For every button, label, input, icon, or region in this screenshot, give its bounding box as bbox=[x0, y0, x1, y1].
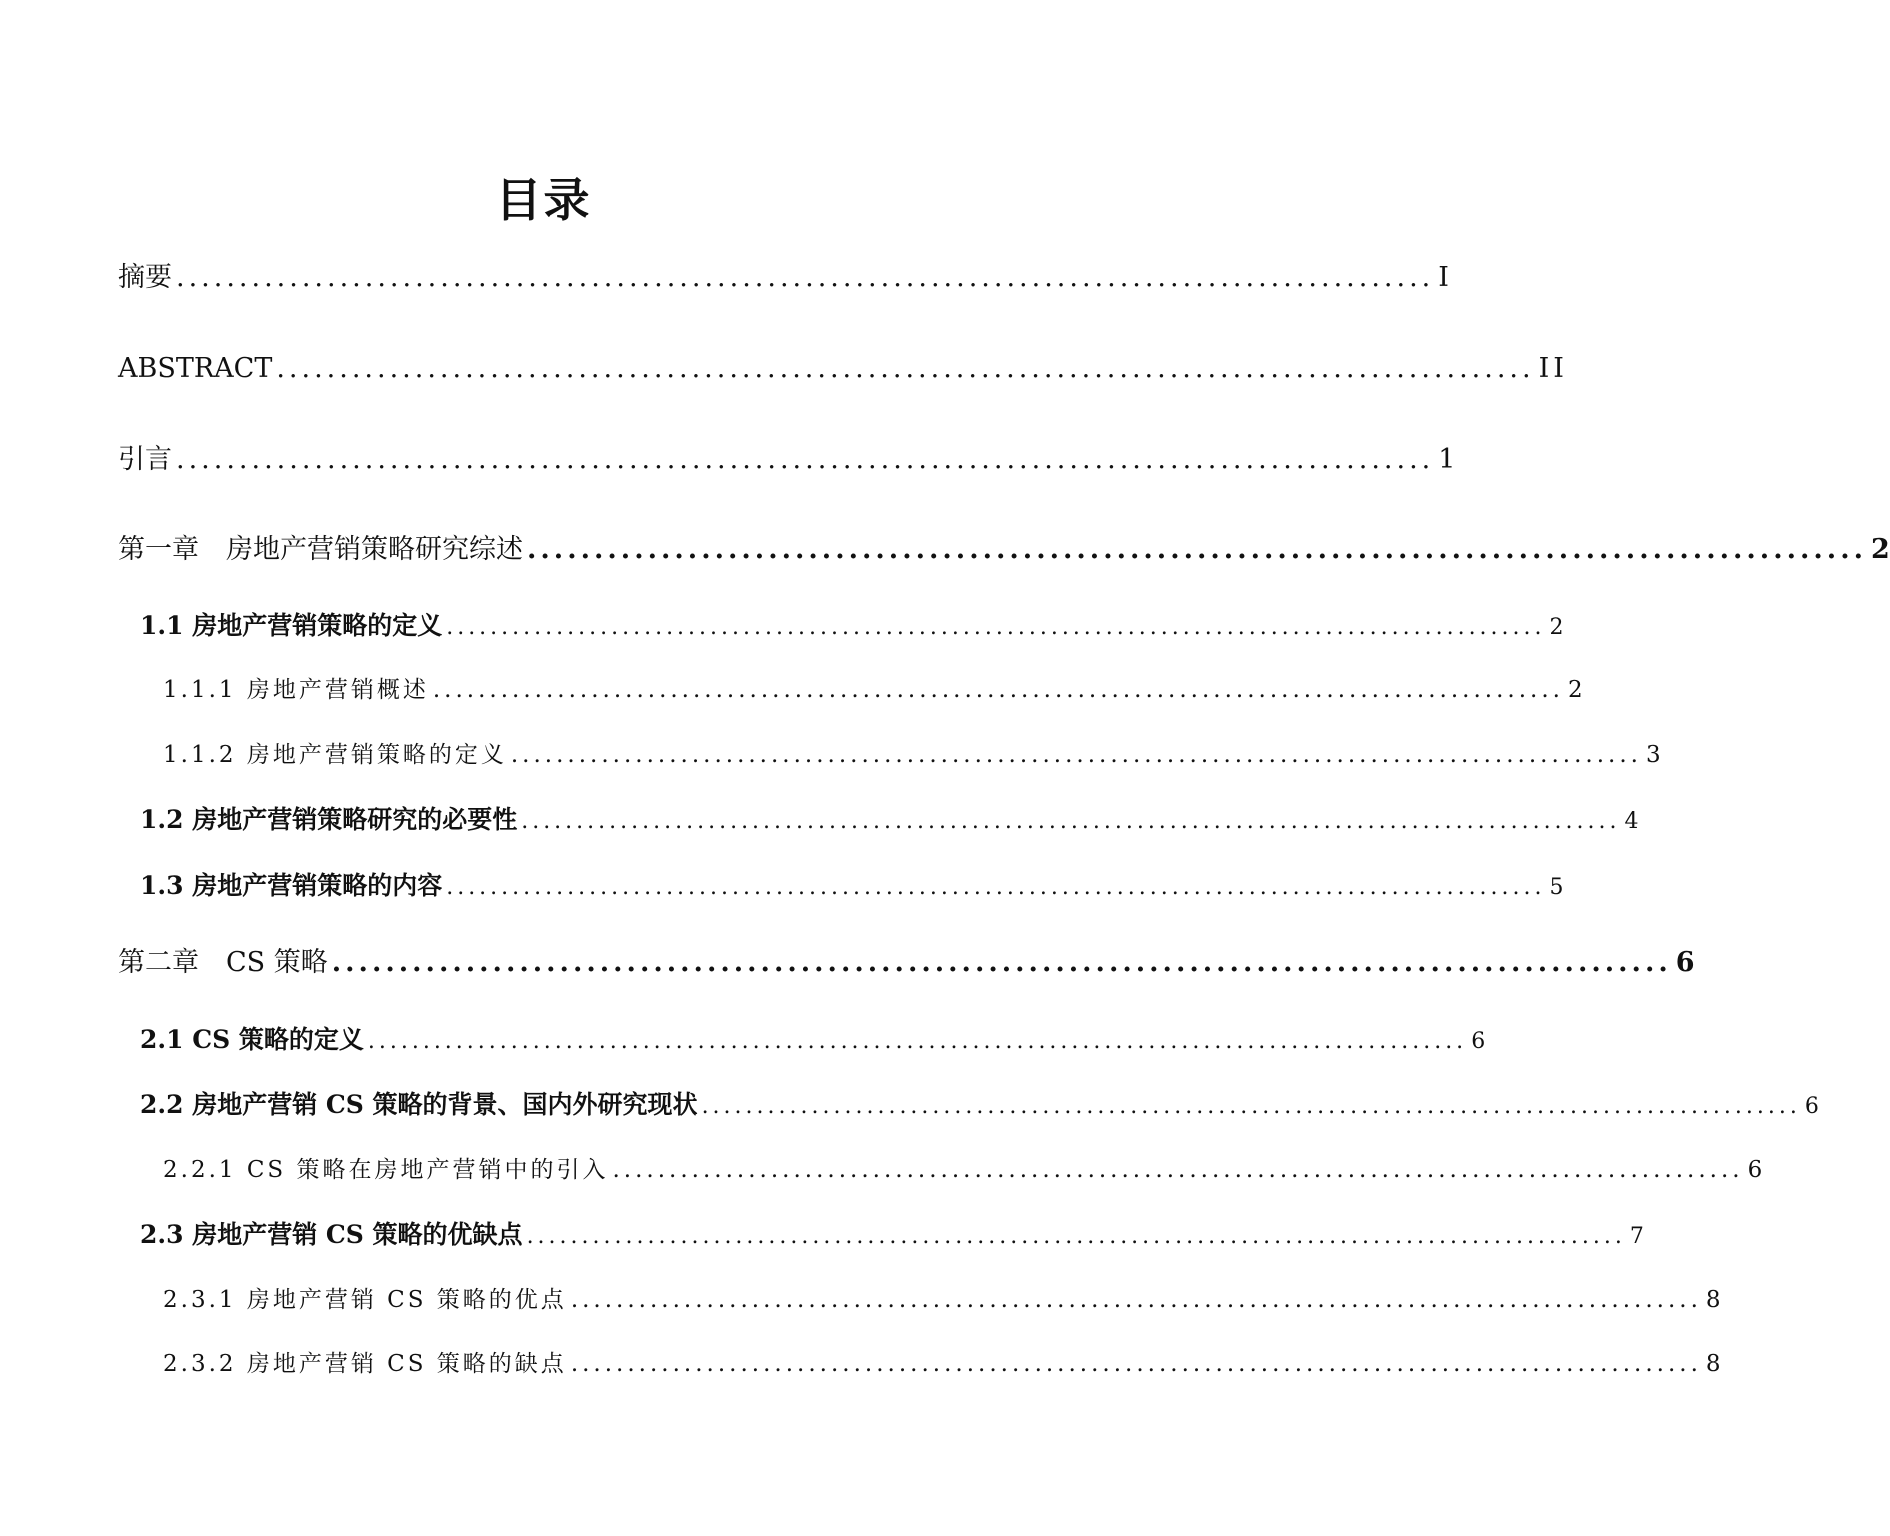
toc-entry-label: 1.2 房地产营销策略研究的必要性 bbox=[140, 805, 518, 834]
toc-entry-label: 1.1.1 房地产营销概述 bbox=[163, 677, 429, 703]
toc-page-number: 8 bbox=[1705, 1351, 1721, 1377]
toc-entry-section-2-3[interactable] bbox=[140, 1215, 1644, 1257]
toc-page-number: 2 bbox=[1549, 615, 1564, 640]
toc-entry-subsection-2-3-1[interactable] bbox=[163, 1280, 1721, 1320]
toc-page-number: 2 bbox=[1567, 677, 1583, 703]
toc-page-number: 6 bbox=[1747, 1157, 1763, 1183]
toc-entry-abstract-en[interactable] bbox=[118, 349, 1568, 389]
toc-dot-leader: .................................................................................................... bbox=[446, 615, 1546, 640]
toc-entry-chapter-1[interactable] bbox=[118, 530, 1890, 570]
toc-dot-leader: .................................................................................................... bbox=[510, 742, 1642, 768]
toc-entry-section-1-3[interactable] bbox=[140, 866, 1564, 908]
page-title: 目录 bbox=[495, 173, 592, 227]
toc-dot-leader: .................................................................................................... bbox=[526, 1224, 1626, 1249]
toc-page-number: 3 bbox=[1645, 742, 1661, 768]
toc-entry-section-2-1[interactable] bbox=[140, 1020, 1486, 1062]
toc-page-number: 5 bbox=[1549, 875, 1564, 900]
toc-entry-label: 引言 bbox=[118, 444, 172, 475]
toc-page-number: 8 bbox=[1705, 1287, 1721, 1313]
toc-entry-subsection-1-1-1[interactable] bbox=[163, 670, 1583, 710]
toc-dot-leader: .................................................................................................... bbox=[570, 1287, 1702, 1313]
toc-entry-label: 1.3 房地产营销策略的内容 bbox=[140, 871, 443, 900]
toc-entry-label: 2.3 房地产营销 CS 策略的优缺点 bbox=[140, 1220, 523, 1249]
toc-entry-subsection-2-3-2[interactable] bbox=[163, 1344, 1721, 1384]
toc-dot-leader: .................................................................................................... bbox=[432, 677, 1564, 703]
toc-entry-label: 2.2 房地产营销 CS 策略的背景、国内外研究现状 bbox=[140, 1090, 698, 1119]
toc-dot-leader: .................................................................................................... bbox=[570, 1351, 1702, 1377]
toc-dot-leader: .................................................................................................... bbox=[521, 809, 1621, 834]
toc-dot-leader: .................................................................................................... bbox=[446, 875, 1546, 900]
toc-page-number: 6 bbox=[1675, 947, 1695, 978]
toc-entry-label: 1.1 房地产营销策略的定义 bbox=[140, 611, 443, 640]
toc-page-number: 6 bbox=[1804, 1094, 1819, 1119]
toc-entry-label: 2.3.2 房地产营销 CS 策略的缺点 bbox=[163, 1351, 567, 1377]
toc-page-number: I bbox=[1438, 262, 1449, 293]
toc-entry-subsection-2-2-1[interactable] bbox=[163, 1150, 1763, 1190]
toc-entry-introduction[interactable] bbox=[118, 440, 1456, 480]
toc-entry-label: 第一章 房地产营销策略研究综述 bbox=[118, 534, 523, 565]
toc-entry-abstract-cn[interactable] bbox=[118, 258, 1449, 298]
toc-entry-label: 第二章 CS 策略 bbox=[118, 947, 328, 978]
toc-entry-label: 2.1 CS 策略的定义 bbox=[140, 1025, 364, 1054]
toc-dot-leader: .................................................................................................... bbox=[527, 534, 1867, 565]
toc-dot-leader: .................................................................................................... bbox=[331, 947, 1672, 978]
toc-entry-subsection-1-1-2[interactable] bbox=[163, 735, 1661, 775]
toc-entry-section-1-1[interactable] bbox=[140, 606, 1564, 648]
toc-page-number: 4 bbox=[1624, 809, 1639, 834]
toc-dot-leader: .................................................................................................... bbox=[276, 353, 1535, 384]
toc-entry-label: 摘要 bbox=[118, 262, 172, 293]
toc-page-number: II bbox=[1538, 353, 1568, 384]
toc-dot-leader: .................................................................................................... bbox=[176, 444, 1435, 475]
toc-page-number: 6 bbox=[1471, 1029, 1486, 1054]
toc-entry-section-2-2[interactable] bbox=[140, 1085, 1819, 1127]
toc-dot-leader: .................................................................................................... bbox=[612, 1157, 1744, 1183]
toc-page-number: 7 bbox=[1629, 1224, 1644, 1249]
toc-entry-section-1-2[interactable] bbox=[140, 800, 1639, 842]
toc-page-number: 2 bbox=[1871, 534, 1890, 565]
toc-entry-label: 1.1.2 房地产营销策略的定义 bbox=[163, 742, 507, 768]
toc-dot-leader: .................................................................................................... bbox=[701, 1094, 1801, 1119]
toc-entry-label: 2.2.1 CS 策略在房地产营销中的引入 bbox=[163, 1157, 609, 1183]
toc-dot-leader: .................................................................................................... bbox=[367, 1029, 1468, 1054]
toc-dot-leader: .................................................................................................... bbox=[176, 262, 1435, 293]
toc-entry-label: ABSTRACT bbox=[118, 353, 273, 384]
toc-page-number: 1 bbox=[1438, 444, 1456, 475]
toc-entry-chapter-2[interactable] bbox=[118, 943, 1695, 983]
toc-entry-label: 2.3.1 房地产营销 CS 策略的优点 bbox=[163, 1287, 567, 1313]
